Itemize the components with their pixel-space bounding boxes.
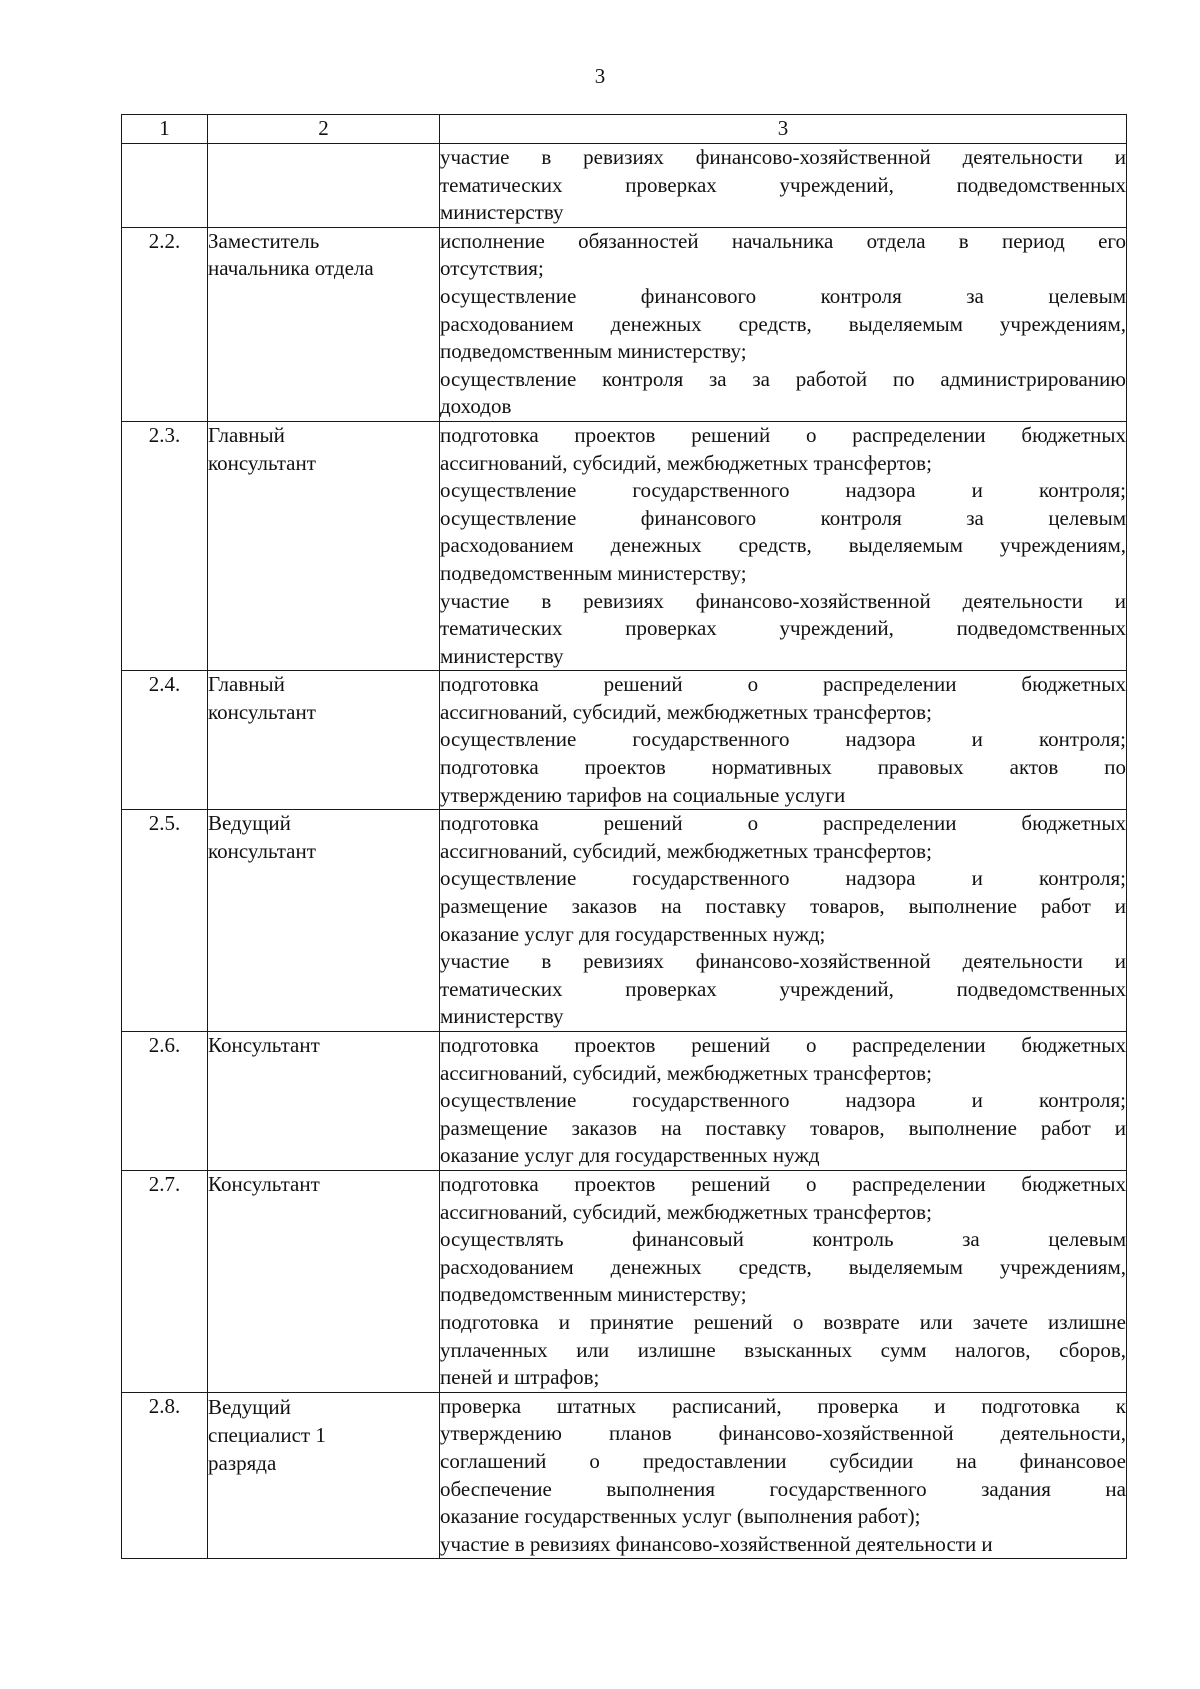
description-line: тематических проверках учреждений, подведомственных [440, 172, 1126, 197]
table-row [122, 671, 1127, 810]
description-line: ассигнований, субсидий, межбюджетных трансфертов; [440, 450, 932, 475]
position-line: консультант [208, 699, 316, 724]
duties-description [440, 421, 1127, 670]
position-title [208, 421, 440, 670]
description-line: оказание услуг для государственных нужд; [440, 921, 826, 946]
description-line: уплаченных или излишне взысканных сумм налогов, сборов, [440, 1337, 1126, 1362]
description-line: утверждению тарифов на социальные услуги [440, 782, 846, 807]
description-line: подведомственным министерству; [440, 560, 747, 585]
header-col-3: 3 [440, 115, 1127, 144]
description-line: тематических проверках учреждений, подведомственных [440, 616, 1126, 641]
description-line: осуществление контроля за за работой по администрированию [440, 366, 1126, 391]
description-line: ассигнований, субсидий, межбюджетных трансфертов; [440, 838, 932, 863]
duties-description [440, 671, 1127, 810]
description-line: обеспечение выполнения государственного задания на [440, 1476, 1126, 1501]
position-line: Консультант [208, 1033, 320, 1057]
description-line: отсутствия; [440, 256, 544, 281]
description-line: министерству [440, 643, 564, 668]
description-line: размещение заказов на поставку товаров, выполнение работ и [440, 1115, 1126, 1140]
table-header-row [122, 115, 1127, 144]
description-line: проверка штатных расписаний, проверка и подготовка к [440, 1393, 1126, 1418]
description-line: оказание государственных услуг (выполнения работ); [440, 1504, 921, 1529]
description-line: расходованием денежных средств, выделяемым учреждениям, [440, 1254, 1126, 1279]
duties-description [440, 227, 1127, 421]
description-line: подготовка проектов нормативных правовых актов по [440, 755, 1126, 780]
description-line: пеней и штрафов; [440, 1365, 600, 1390]
table-body [122, 144, 1127, 1559]
description-line: расходованием денежных средств, выделяемым учреждениям, [440, 311, 1126, 336]
description-line: подготовка решений о распределении бюджетных [440, 672, 1126, 697]
row-number: 2.3. [122, 421, 208, 670]
description-line: осуществление государственного надзора и контроля; [440, 866, 1126, 891]
description-line: осуществление государственного надзора и контроля; [440, 478, 1126, 503]
description-line: участие в ревизиях финансово-хозяйственной деятельности и [440, 1531, 993, 1556]
description-line: подготовка проектов решений о распределении бюджетных [440, 1171, 1126, 1196]
position-line: Главный [208, 672, 285, 697]
table-row [122, 1170, 1127, 1392]
row-number: 2.2. [122, 227, 208, 421]
page-number: 3 [594, 64, 606, 88]
description-line: подготовка проектов решений о распределении бюджетных [440, 422, 1126, 447]
position-title [208, 1032, 440, 1171]
header-col-2: 2 [208, 115, 440, 144]
description-line: осуществление финансового контроля за целевым [440, 505, 1126, 530]
description-line: расходованием денежных средств, выделяемым учреждениям, [440, 533, 1126, 558]
position-title [208, 144, 440, 228]
position-line: Ведущий [208, 811, 291, 836]
position-line: Заместитель [208, 228, 320, 253]
duties-description [440, 144, 1127, 228]
duties-description [440, 1170, 1127, 1392]
description-line: подведомственным министерству; [440, 339, 747, 364]
position-line: специалист 1 [208, 1422, 326, 1447]
description-line: участие в ревизиях финансово-хозяйственной деятельности и [440, 588, 1126, 613]
position-line: разряда [208, 1450, 277, 1475]
position-line: консультант [208, 450, 316, 475]
description-line: размещение заказов на поставку товаров, выполнение работ и [440, 894, 1126, 919]
position-line: Главный [208, 422, 285, 447]
table-row [122, 1032, 1127, 1171]
row-number: 2.7. [122, 1170, 208, 1392]
description-line: участие в ревизиях финансово-хозяйственной деятельности и [440, 949, 1126, 974]
duties-table [121, 114, 1127, 1559]
description-line: утверждению планов финансово-хозяйственной деятельности, [440, 1421, 1126, 1446]
description-line: исполнение обязанностей начальника отдела в период его [440, 228, 1126, 253]
row-number: 2.4. [122, 671, 208, 810]
position-line: Консультант [208, 1171, 320, 1196]
description-line: соглашений о предоставлении субсидии на финансовое [440, 1448, 1126, 1473]
duties-description [440, 1032, 1127, 1171]
position-title [208, 671, 440, 810]
position-title [208, 810, 440, 1032]
duties-description [440, 810, 1127, 1032]
description-line: участие в ревизиях финансово-хозяйственной деятельности и [440, 145, 1126, 169]
header-col-1: 1 [122, 115, 208, 144]
description-line: ассигнований, субсидий, межбюджетных трансфертов; [440, 1199, 932, 1224]
description-line: ассигнований, субсидий, межбюджетных трансфертов; [440, 699, 932, 724]
description-line: ассигнований, субсидий, межбюджетных трансфертов; [440, 1060, 932, 1085]
position-line: консультант [208, 838, 316, 863]
duties-description [440, 1392, 1127, 1559]
table-row [122, 1392, 1127, 1559]
table-row [122, 144, 1127, 228]
description-line: тематических проверках учреждений, подведомственных [440, 976, 1126, 1001]
description-line: доходов [440, 394, 512, 419]
row-number: 2.8. [122, 1392, 208, 1559]
row-number: 2.5. [122, 810, 208, 1032]
table-row [122, 810, 1127, 1032]
description-line: оказание услуг для государственных нужд [440, 1143, 820, 1168]
description-line: министерству [440, 1004, 564, 1029]
description-line: осуществление государственного надзора и контроля; [440, 727, 1126, 752]
row-number: 2.6. [122, 1032, 208, 1171]
description-line: осуществление финансового контроля за целевым [440, 283, 1126, 308]
position-title [208, 227, 440, 421]
description-line: осуществлять финансовый контроль за целевым [440, 1227, 1126, 1252]
position-title [208, 1392, 440, 1559]
table-row [122, 421, 1127, 670]
description-line: министерству [440, 200, 564, 225]
description-line: подготовка решений о распределении бюджетных [440, 811, 1126, 836]
description-line: осуществление государственного надзора и контроля; [440, 1088, 1126, 1113]
description-line: подготовка проектов решений о распределении бюджетных [440, 1033, 1126, 1057]
position-line: Ведущий [208, 1394, 291, 1419]
position-line: начальника отдела [208, 256, 374, 281]
row-number [122, 144, 208, 228]
description-line: подведомственным министерству; [440, 1282, 747, 1307]
table-row [122, 227, 1127, 421]
position-title [208, 1170, 440, 1392]
description-line: подготовка и принятие решений о возврате или зачете излишне [440, 1309, 1126, 1334]
